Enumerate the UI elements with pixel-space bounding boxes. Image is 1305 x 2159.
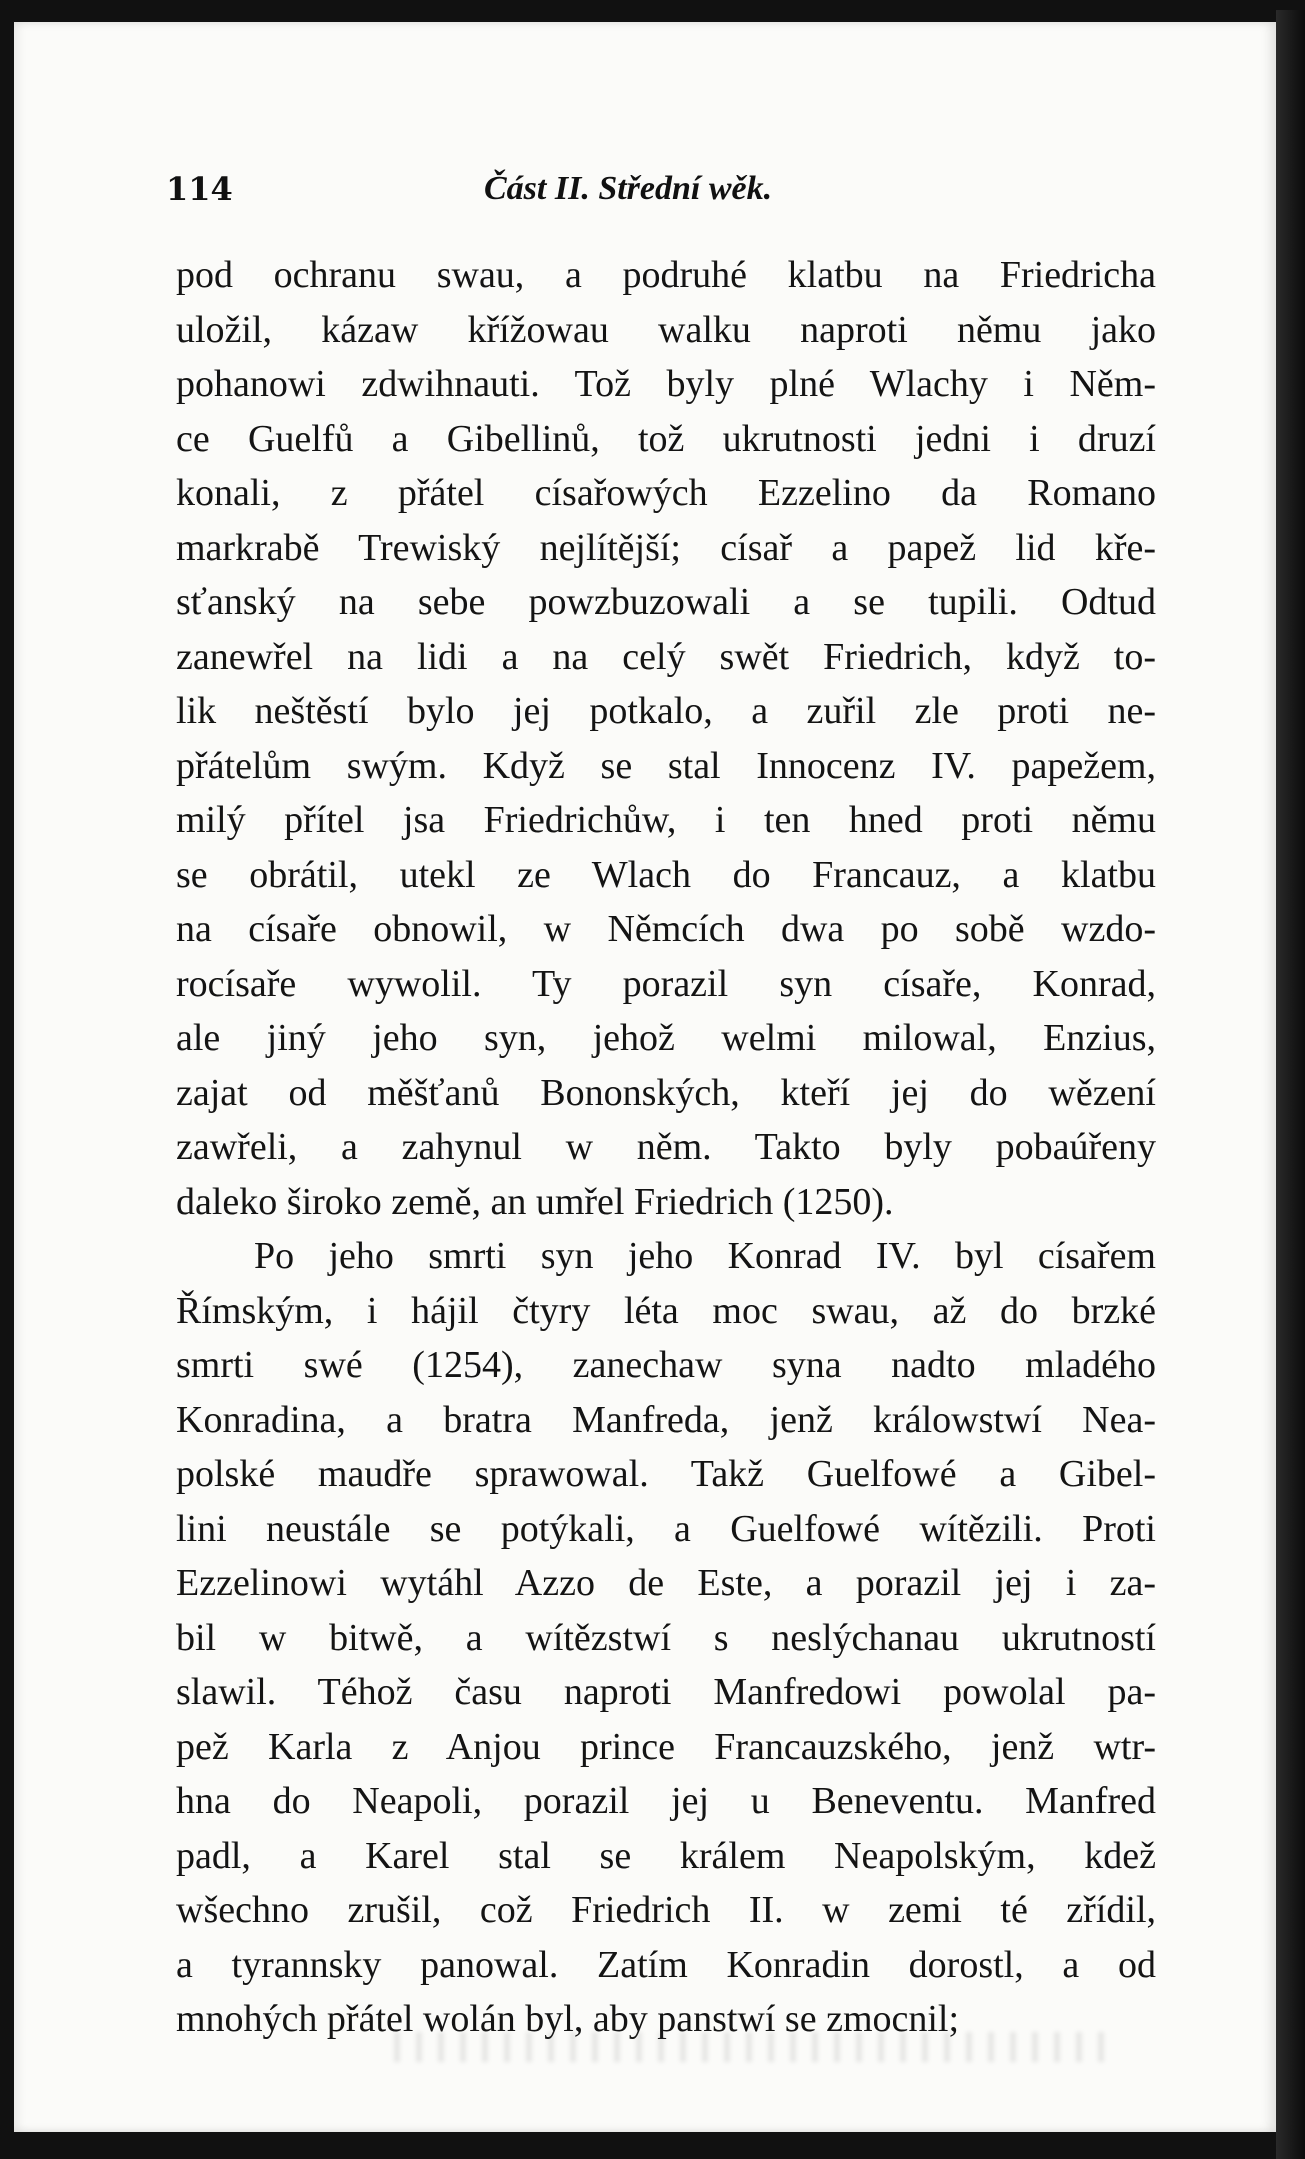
text-line: wšechno zrušil, což Friedrich II. w zemi té zřídil, (176, 1889, 1156, 1931)
text-line: milý přítel jsa Friedrichůw, i ten hned proti němu (176, 799, 1156, 841)
text-line: zajat od měšťanů Bononských, kteří jej do wězení (176, 1071, 1156, 1114)
text-line: Konradina, a bratra Manfreda, jenž králowstwí Nea- (176, 1398, 1156, 1441)
book-edge (1276, 10, 1305, 2159)
book-page (14, 22, 1276, 2132)
text-line: lik neštěstí bylo jej potkalo, a zuřil zle proti ne- (176, 690, 1156, 732)
text-line: bil w bitwě, a wítězstwí s neslýchanau ukrutností (176, 1616, 1156, 1659)
text-line: přátelům swým. Když se stal Innocenz IV. papežem, (176, 744, 1156, 787)
text-line: pod ochranu swau, a podruhé klatbu na Friedricha (176, 254, 1156, 296)
text-line: zanewřel na lidi a na celý swět Friedrich, když to- (176, 635, 1156, 678)
text-line: na císaře obnowil, w Němcích dwa po sobě wzdo- (176, 908, 1156, 950)
text-line: zawřeli, a zahynul w něm. Takto byly pobaúřeny (176, 1126, 1156, 1168)
text-line: Římským, i hájil čtyry léta moc swau, až do brzké (176, 1289, 1156, 1332)
text-line: daleko široko země, an umřel Friedrich (1250). (176, 1180, 894, 1223)
text-line: rocísaře wywolil. Ty porazil syn císaře, Konrad, (176, 962, 1156, 1005)
text-line: ale jiný jeho syn, jehož welmi milowal, Enzius, (176, 1017, 1156, 1059)
text-line: konali, z přátel císařowých Ezzelino da Romano (176, 472, 1156, 514)
page-header (14, 170, 1276, 220)
body-text (176, 248, 1156, 2047)
ink-bleed-through (394, 2032, 1114, 2062)
text-line: Ezzelinowi wytáhl Azzo de Este, a porazil jej i za- (176, 1562, 1156, 1604)
page-number: 114 (166, 170, 233, 208)
text-line: hna do Neapoli, porazil jej u Beneventu. Manfred (176, 1780, 1156, 1822)
running-head: Část II. Střední wěk. (484, 170, 773, 207)
text-line: sťanský na sebe powzbuzowali a se tupili. Odtud (176, 581, 1156, 623)
text-line: se obrátil, utekl ze Wlach do Francauz, a klatbu (176, 853, 1156, 896)
text-line: a tyrannsky panowal. Zatím Konradin dorostl, a od (176, 1943, 1156, 1986)
text-line: uložil, kázaw křížowau walku naproti němu jako (176, 308, 1156, 351)
text-line: Po jeho smrti syn jeho Konrad IV. byl císařem (254, 1235, 1156, 1277)
text-line: lini neustále se potýkali, a Guelfowé wítězili. Proti (176, 1507, 1156, 1550)
text-line: slawil. Téhož času naproti Manfredowi powolal pa- (176, 1671, 1156, 1713)
text-line: padl, a Karel stal se králem Neapolským, kdež (176, 1834, 1156, 1877)
text-line: ce Guelfů a Gibellinů, tož ukrutnosti jedni i druzí (176, 417, 1156, 460)
text-line: pež Karla z Anjou prince Francauzského, jenž wtr- (176, 1725, 1156, 1768)
text-line: smrti swé (1254), zanechaw syna nadto mladého (176, 1344, 1156, 1386)
text-line: markrabě Trewiský nejlítější; císař a papež lid kře- (176, 526, 1156, 569)
text-line: pohanowi zdwihnauti. Tož byly plné Wlachy i Něm- (176, 363, 1156, 405)
text-line: polské maudře sprawowal. Takž Guelfowé a Gibel- (176, 1453, 1156, 1495)
text-line: mnohých přátel wolán byl, aby panstwí se zmocnil; (176, 1998, 960, 2040)
